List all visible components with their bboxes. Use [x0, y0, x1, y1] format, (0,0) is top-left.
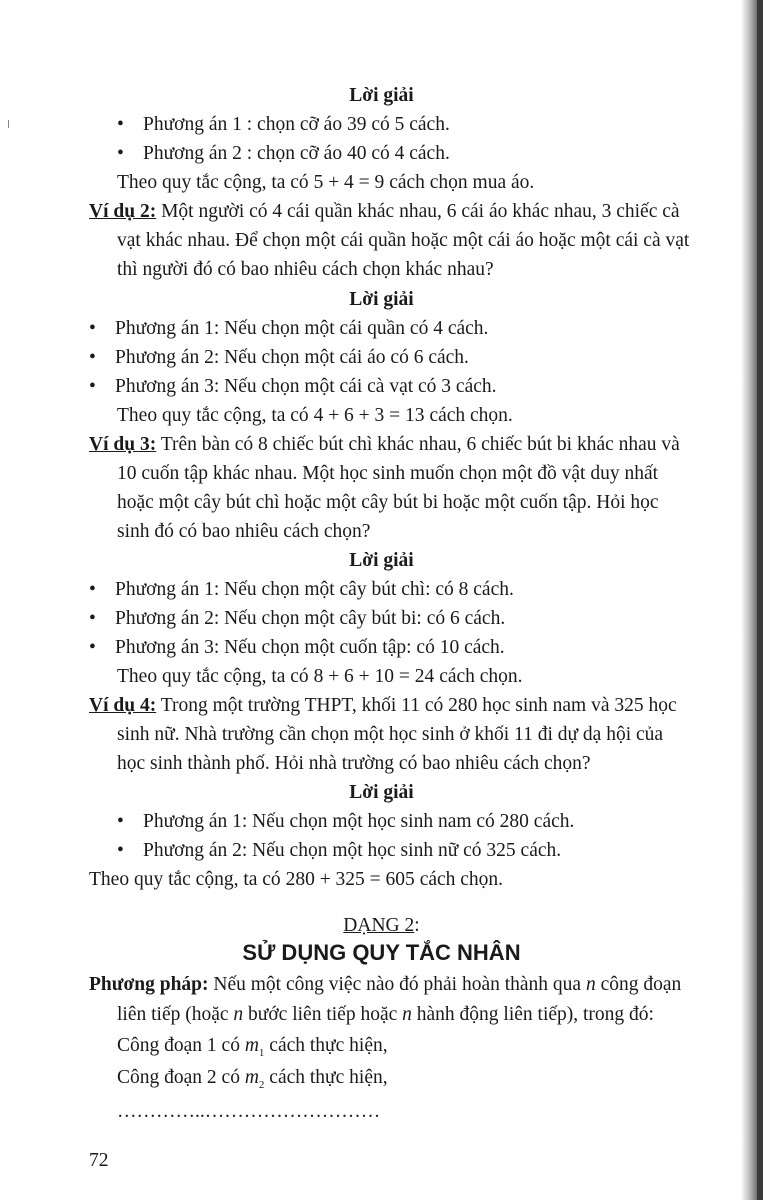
solution-heading: Lời giải: [349, 782, 414, 803]
solution-heading: Lời giải: [349, 550, 414, 571]
solution-bullet: • Phương án 2: Nếu chọn một cái áo có 6 cách.: [115, 346, 469, 370]
example-3: Ví dụ 3: Trên bàn có 8 chiếc bút chì khác nhau, 6 chiếc bút bi khác nhau và: [89, 434, 680, 455]
example-text-line: thì người đó có bao nhiêu cách chọn khác nhau?: [117, 259, 494, 280]
method-step-2: Công đoạn 2 có $m_2$ cách thực hiện,: [117, 1067, 388, 1091]
solution-bullet: • Phương án 2 : chọn cỡ áo 40 có 4 cách.: [143, 142, 450, 166]
example-4: Ví dụ 4: Trong một trường THPT, khối 11 có 280 học sinh nam và 325 học: [89, 695, 677, 716]
example-text-line: sinh nữ. Nhà trường cần chọn một học sinh ở khối 11 đi dự dạ hội của: [117, 724, 664, 745]
solution-bullet: • Phương án 1 : chọn cỡ áo 39 có 5 cách.: [143, 113, 450, 137]
solution-bullet: • Phương án 2: Nếu chọn một cây bút bi: có 6 cách.: [115, 607, 505, 631]
solution-bullet: • Phương án 1: Nếu chọn một cây bút chì: có 8 cách.: [115, 578, 514, 602]
scan-mark: [8, 120, 9, 128]
solution-bullet: • Phương án 1: Nếu chọn một cái quần có 4 cách.: [115, 317, 488, 341]
method-label: Phương pháp:: [89, 974, 209, 995]
math-expression: 4 + 6 + 3 = 13: [313, 405, 425, 426]
math-expression: 8 + 6 + 10 = 24: [313, 666, 435, 687]
solution-conclusion: Theo quy tắc cộng, ta có 8 + 6 + 10 = 24 cách chọn.: [117, 666, 523, 687]
method-line: Phương pháp: Nếu một công việc nào đó phải hoàn thành qua n công đoạn: [89, 974, 682, 995]
method-line: liên tiếp (hoặc n bước liên tiếp hoặc n hành động liên tiếp), trong đó:: [117, 1004, 654, 1025]
section-title: SỬ DỤNG QUY TẮC NHÂN: [242, 940, 521, 965]
solution-bullet: • Phương án 3: Nếu chọn một cái cà vạt có 3 cách.: [115, 375, 497, 399]
solution-conclusion: Theo quy tắc cộng, ta có 280 + 325 = 605 cách chọn.: [89, 869, 504, 890]
method-step-1: Công đoạn 1 có $m_1$ cách thực hiện,: [117, 1035, 388, 1059]
solution-conclusion: Theo quy tắc cộng, ta có 4 + 6 + 3 = 13 cách chọn.: [117, 405, 513, 426]
solution-bullet: • Phương án 1: Nếu chọn một học sinh nam có 280 cách.: [143, 810, 574, 834]
ellipsis-line: …………..………………………: [117, 1101, 381, 1122]
example-text-line: 10 cuốn tập khác nhau. Một học sinh muốn chọn một đồ vật duy nhất: [117, 463, 659, 484]
example-label: Ví dụ 4:: [89, 695, 157, 716]
page-edge: [757, 0, 763, 1200]
page-number: 72: [89, 1150, 109, 1171]
example-text-line: vạt khác nhau. Để chọn một cái quần hoặc một cái áo hoặc một cái cà vạt: [117, 230, 690, 251]
example-text-line: hoặc một cây bút chì hoặc một cây bút bi hoặc một cuốn tập. Hỏi học: [117, 492, 659, 513]
example-text-line: sinh đó có bao nhiêu cách chọn?: [117, 521, 371, 542]
example-label: Ví dụ 3:: [89, 434, 157, 455]
math-expression: 280 + 325 = 605: [285, 869, 415, 890]
math-expression: 5 + 4 = 9: [313, 172, 385, 193]
solution-conclusion: Theo quy tắc cộng, ta có 5 + 4 = 9 cách chọn mua áo.: [117, 172, 535, 193]
example-text-line: học sinh thành phố. Hỏi nhà trường có bao nhiêu cách chọn?: [117, 753, 591, 774]
solution-bullet: • Phương án 2: Nếu chọn một học sinh nữ có 325 cách.: [143, 839, 561, 863]
solution-heading: Lời giải: [349, 85, 414, 106]
example-2: Ví dụ 2: Một người có 4 cái quần khác nhau, 6 cái áo khác nhau, 3 chiếc cà: [89, 201, 680, 222]
solution-heading: Lời giải: [349, 289, 414, 310]
section-label: DẠNG 2:: [343, 915, 420, 936]
solution-bullet: • Phương án 3: Nếu chọn một cuốn tập: có 10 cách.: [115, 636, 505, 660]
example-label: Ví dụ 2:: [89, 201, 157, 222]
